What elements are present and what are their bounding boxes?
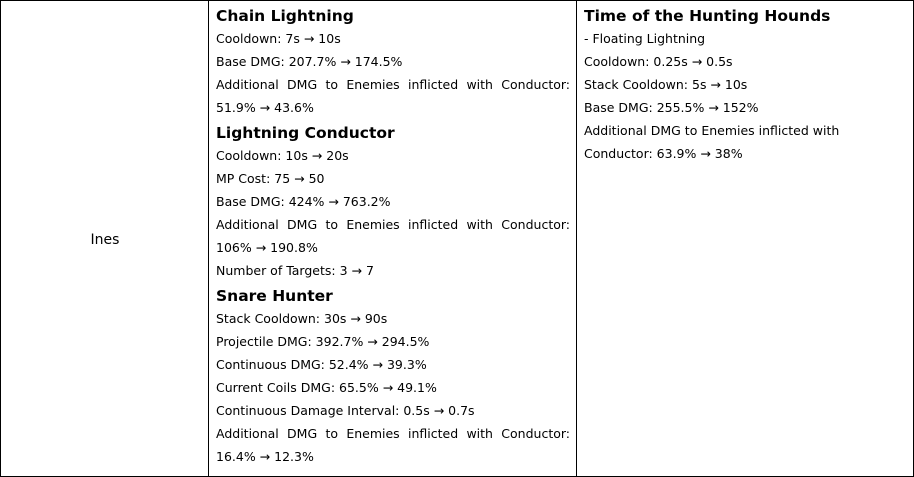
skill-stat-line: Additional DMG to Enemies inflicted with Conductor: 63.9% → 38%	[584, 123, 840, 161]
skill-stat-line: Cooldown: 7s → 10s	[216, 31, 341, 46]
skill-title: Snare Hunter	[216, 287, 333, 305]
skill-stat-line: Number of Targets: 3 → 7	[216, 263, 374, 278]
skill-stat-line: Base DMG: 255.5% → 152%	[584, 100, 759, 115]
skill-title: Lightning Conductor	[216, 124, 395, 142]
table-row	[1, 1, 914, 477]
skill-block-time-of-the-hunting-hounds	[584, 5, 907, 165]
skill-stat-line: Projectile DMG: 392.7% → 294.5%	[216, 334, 430, 349]
skill-stat-line: Additional DMG to Enemies inflicted with Conductor: 106% → 190.8%	[216, 217, 570, 255]
skill-title: Time of the Hunting Hounds	[584, 7, 831, 25]
skill-column-left	[209, 1, 577, 477]
skill-stat-line: - Floating Lightning	[584, 31, 706, 46]
skill-stat-line: Additional DMG to Enemies inflicted with Conductor: 51.9% → 43.6%	[216, 77, 570, 115]
skill-column-right	[577, 1, 914, 477]
skill-stat-line: Cooldown: 0.25s → 0.5s	[584, 54, 733, 69]
character-name: Ines	[90, 231, 120, 248]
skill-stat-line: MP Cost: 75 → 50	[216, 171, 325, 186]
skill-stat-line: Cooldown: 10s → 20s	[216, 148, 349, 163]
skill-stat-line: Current Coils DMG: 65.5% → 49.1%	[216, 380, 437, 395]
skill-stat-line: Continuous DMG: 52.4% → 39.3%	[216, 357, 427, 372]
character-name-cell	[1, 1, 209, 477]
skill-stat-line: Base DMG: 424% → 763.2%	[216, 194, 391, 209]
skill-stat-line: Additional DMG to Enemies inflicted with Conductor: 16.4% → 12.3%	[216, 426, 570, 464]
skill-stat-line: Base DMG: 207.7% → 174.5%	[216, 54, 403, 69]
skill-stat-line: Stack Cooldown: 30s → 90s	[216, 311, 388, 326]
skill-block-snare-hunter	[216, 285, 570, 468]
skill-stat-line: Stack Cooldown: 5s → 10s	[584, 77, 748, 92]
skill-title: Chain Lightning	[216, 7, 354, 25]
skill-stat-line: Continuous Damage Interval: 0.5s → 0.7s	[216, 403, 475, 418]
skill-block-chain-lightning	[216, 5, 570, 119]
skill-block-lightning-conductor	[216, 122, 570, 282]
